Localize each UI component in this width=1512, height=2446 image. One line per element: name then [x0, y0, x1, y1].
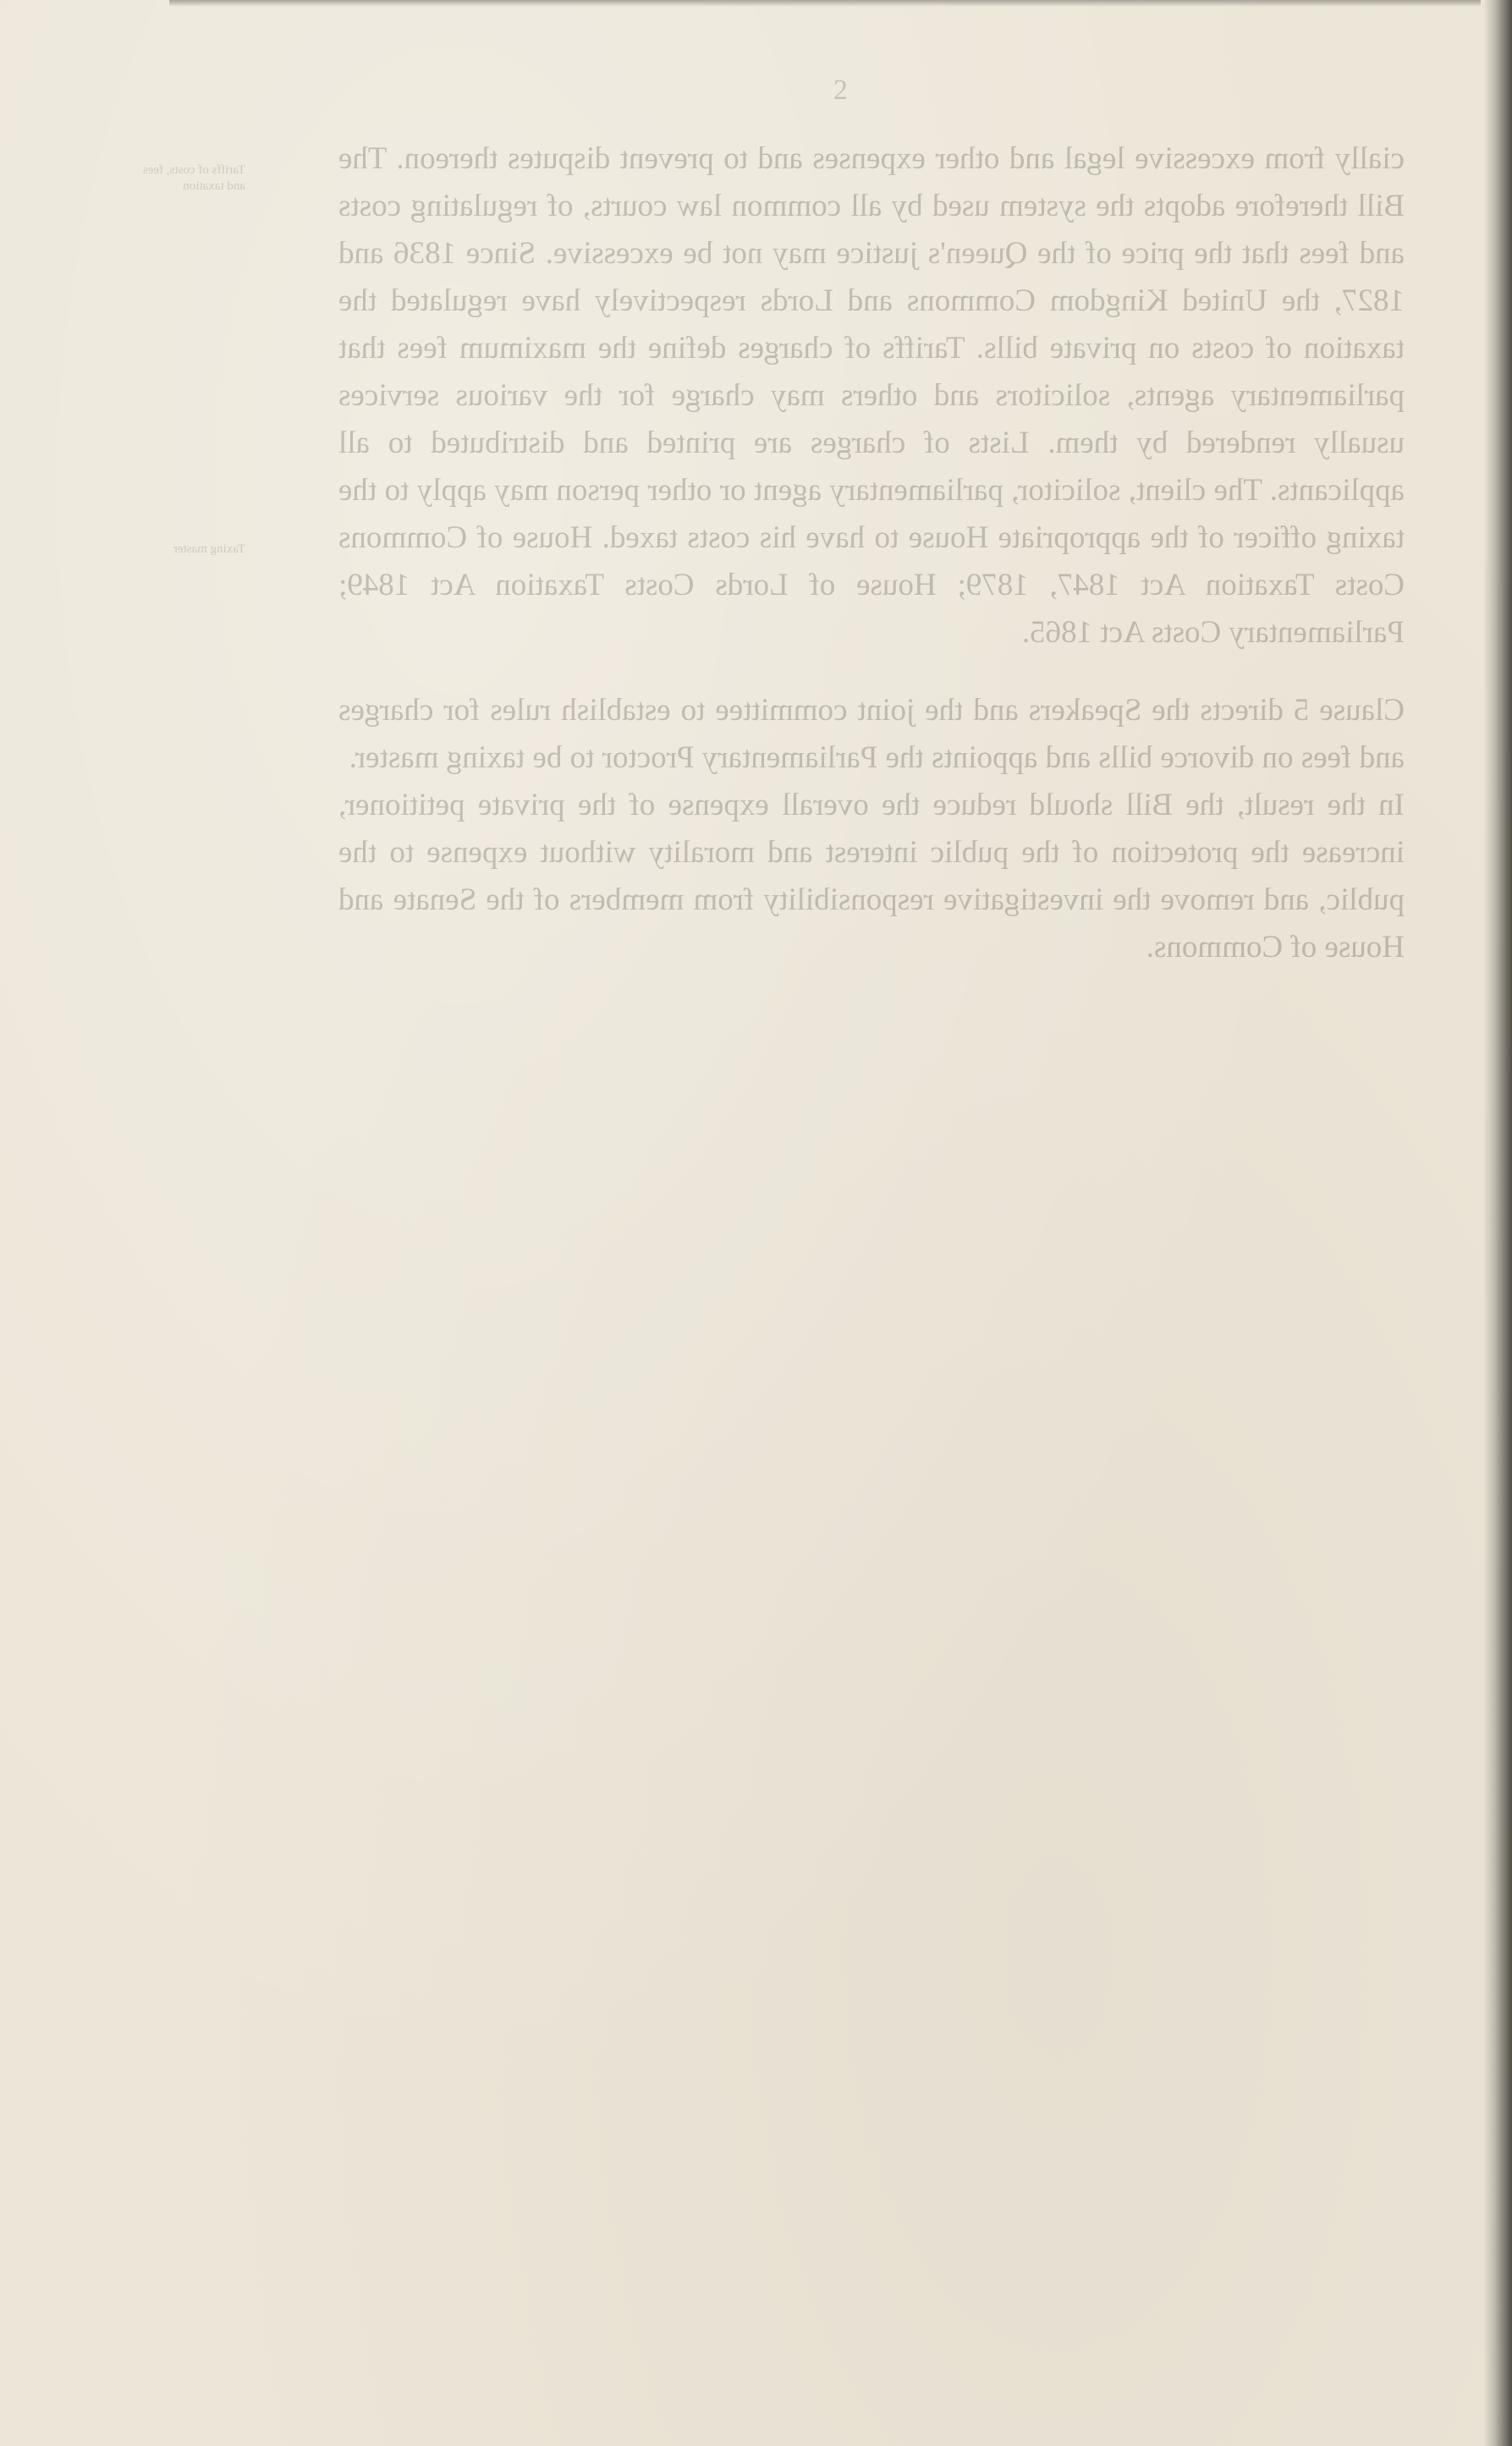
marginal-note-tariffs: Tariffs of costs, fees and taxation	[142, 163, 245, 193]
body-paragraph-3: In the result, the Bill should reduce the overall expense of the private petitioner, increase the protection of the public interest and morality without expense to the public, and remove the investigative responsibility from members of the Senate and House of Commons.	[338, 788, 1405, 965]
body-paragraph-1: cially from excessive legal and other expenses and to prevent disputes thereon. The Bill therefore adopts the system used by all common law courts, of regulating costs and fees that the price of the Queen's justice may not be excessive. Since 1836 and 1827, the United Kingdom Commons and Lords respectively have regulated the taxation of costs on private bills. Tariffs of charges define the maximum fees that parliamentary agents, solicitors and others may charge for the various services usually rendered by them. Lists of charges are printed and distributed to all applicants. The client, solicitor, parliamentary agent or other person may apply to the taxing officer of the appropriate House to have his costs taxed. House of Commons Costs Taxation Act 1847, 1879; House of Lords Costs Taxation Act 1849; Parliamentary Costs Act 1865.	[338, 141, 1405, 650]
page-number-show-through: 2	[833, 74, 848, 106]
body-paragraph-2: Clause 5 directs the Speakers and the joint committee to establish rules for charges and fees on divorce bills and appoints the Parliamentary Proctor to be taxing master.	[338, 693, 1405, 775]
paragraph-gap	[338, 657, 1405, 687]
binding-edge-shadow	[1483, 0, 1512, 2446]
top-edge-shadow	[169, 0, 1481, 7]
marginal-note-taxing-master: Taxing master	[173, 542, 245, 556]
bleed-through-text	[338, 135, 1405, 971]
